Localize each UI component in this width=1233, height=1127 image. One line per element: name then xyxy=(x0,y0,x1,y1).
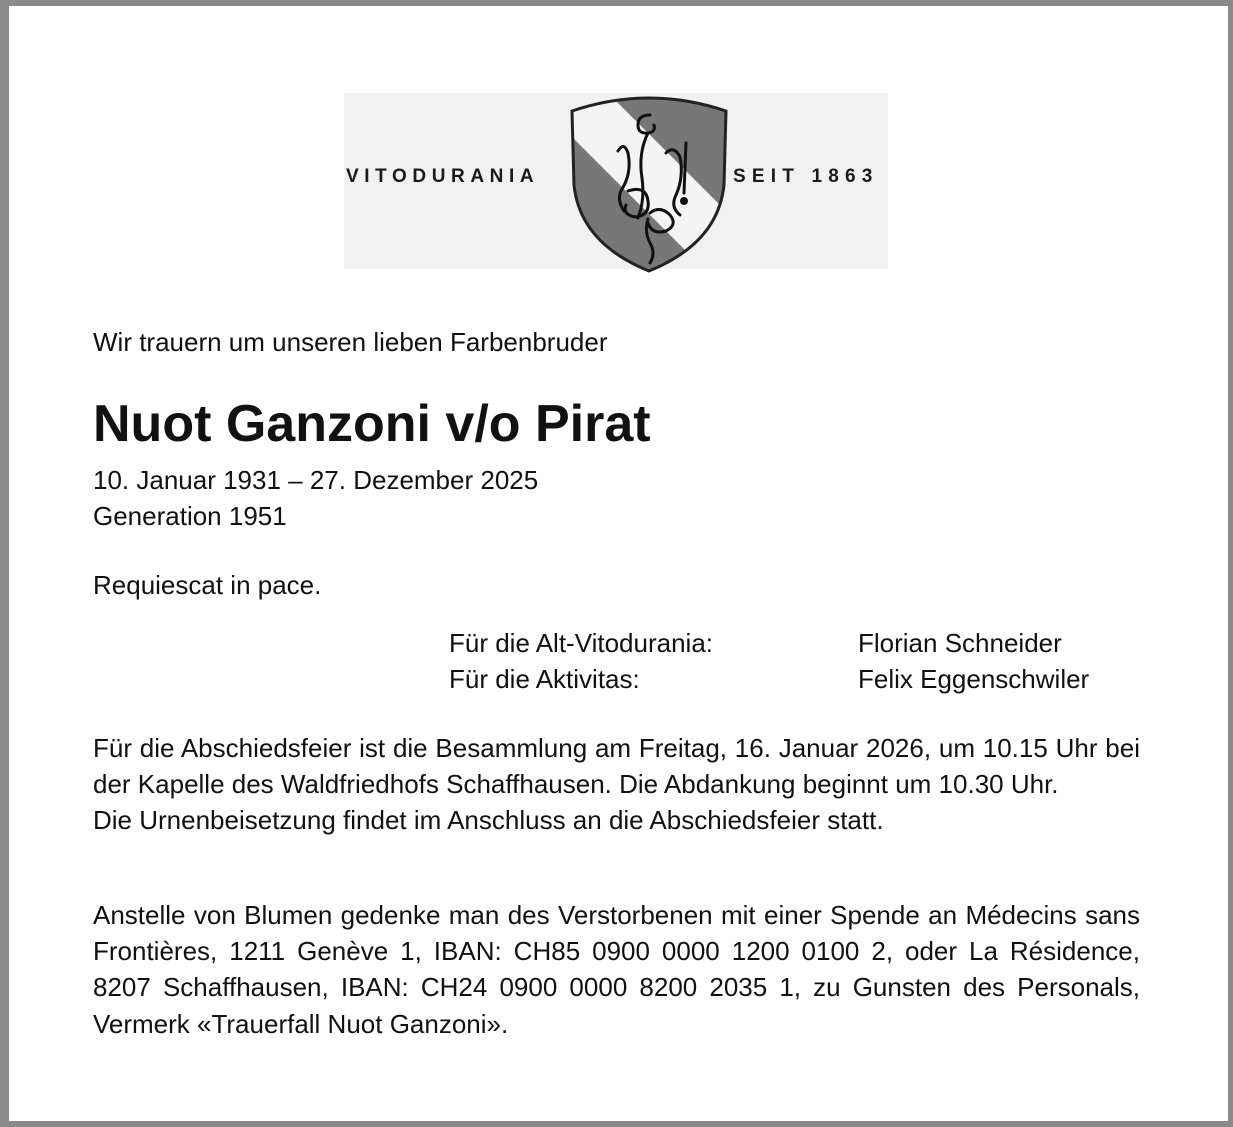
ceremony-paragraph xyxy=(93,730,1140,839)
signature-role-aktivitas: Für die Aktivitas: xyxy=(449,664,640,694)
crest-left-text: VITODURANIA xyxy=(346,166,540,187)
burial-text: Die Urnenbeisetzung findet im Anschluss an die Abschiedsfeier statt. xyxy=(93,805,884,836)
rip-text: Requiescat in pace. xyxy=(93,570,322,600)
ceremony-text: Für die Abschiedsfeier ist die Besammlung am Freitag, 16. Januar 2026, um 10.15 Uhr bei der Kapelle des Waldfriedhofs Schaffhausen. Die Abdankung beginnt um 10.30 Uhr. xyxy=(93,733,1140,800)
crest-right-text: SEIT 1863 xyxy=(733,166,879,187)
generation: Generation 1951 xyxy=(93,501,287,531)
shield-crest-icon xyxy=(568,93,730,275)
signature-name-alt: Florian Schneider xyxy=(858,628,1062,658)
donation-paragraph: Anstelle von Blumen gedenke man des Verstorbenen mit einer Spende an Médecins sans Frontières, 1211 Genève 1, IBAN: CH85 0900 0000 1200 0100 2, oder La Résidence, 8207 Schaffhausen, IBAN: CH24 0900 0000 8200 2035 1, zu Gunsten des Personals, Vermerk «Trauerfall Nuot Ganzoni». xyxy=(93,900,1140,1039)
signature-role-alt: Für die Alt-Vitodurania: xyxy=(449,628,713,658)
intro-text: Wir trauern um unseren lieben Farbenbruder xyxy=(93,327,608,357)
signature-name-aktivitas: Felix Eggenschwiler xyxy=(858,664,1090,694)
life-dates: 10. Januar 1931 – 27. Dezember 2025 xyxy=(93,465,539,495)
deceased-name: Nuot Ganzoni v/o Pirat xyxy=(93,395,651,453)
